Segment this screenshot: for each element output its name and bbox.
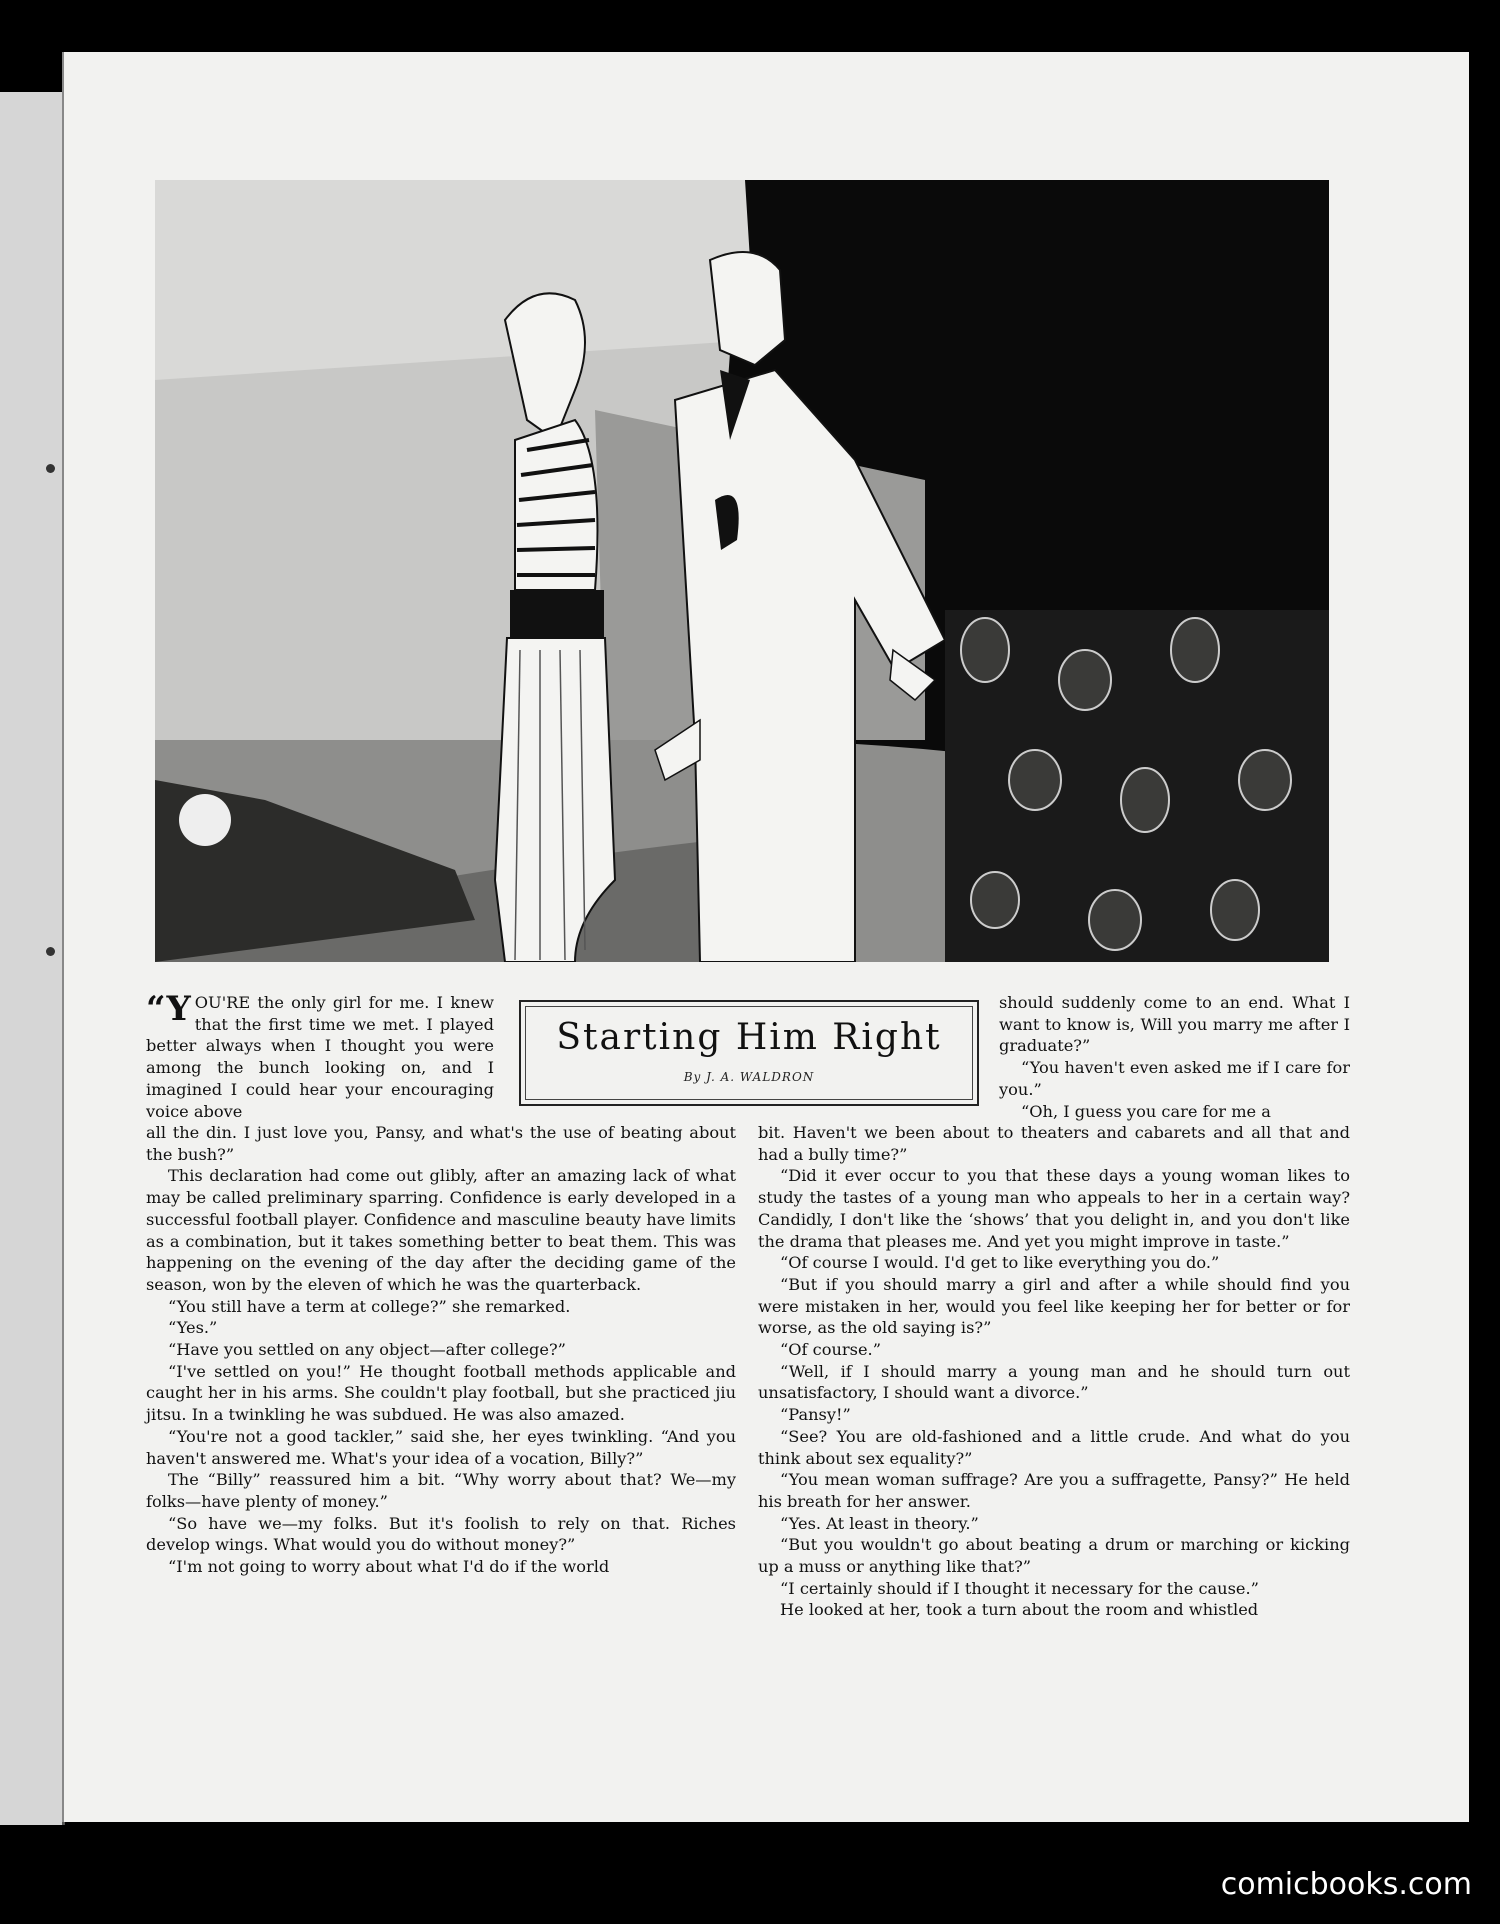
paragraph: “Yes.” <box>168 1318 218 1338</box>
paragraph: “Of course.” <box>780 1340 881 1360</box>
column-top-right <box>999 992 1350 1122</box>
paragraph: The “Billy” reassured him a bit. “Why worry about that? We—my folks—have plenty of money.” <box>146 1470 736 1511</box>
paragraph: “I certainly should if I thought it necessary for the cause.” <box>780 1578 1259 1598</box>
story-illustration <box>155 180 1329 962</box>
paragraph: “Pansy!” <box>780 1405 851 1425</box>
paragraph: “Of course I would. I'd get to like everything you do.” <box>780 1253 1220 1273</box>
paragraph: bit. Haven't we been about to theaters and cabarets and all that and had a bully time?” <box>758 1123 1350 1164</box>
paragraph: should suddenly come to an end. What I want to know is, Will you marry me after I graduate?” <box>999 993 1350 1056</box>
paragraph: “Yes. At least in theory.” <box>780 1513 979 1533</box>
paragraph: “I'm not going to worry about what I'd do if the world <box>168 1557 610 1577</box>
binding-dot <box>46 947 55 956</box>
illustration-drawing <box>155 180 1329 962</box>
left-page-edge <box>0 92 65 1825</box>
paragraph: “But if you should marry a girl and after a while should find you were mistaken in her, would you feel like keeping her for better or for worse, as the old saying is?” <box>758 1274 1350 1338</box>
column-top-left <box>146 989 494 1122</box>
paragraph: “You still have a term at college?” she remarked. <box>168 1296 571 1316</box>
title-box <box>519 1000 979 1106</box>
paragraph: “Have you settled on any object—after college?” <box>168 1340 566 1360</box>
paragraph: This declaration had come out glibly, after an amazing lack of what may be called preliminary sparring. Confidence is early developed in a successful football player. Confidence and masculine beauty have limits as a combination, but it takes something better to beat them. This was happening on the evening of the day after the deciding game of the season, won by the eleven of which he was the quarterback. <box>146 1166 736 1294</box>
article-byline: By J. A. WALDRON <box>683 1070 815 1084</box>
drop-cap: “Y <box>146 989 191 1029</box>
article-title: Starting Him Right <box>556 1017 942 1058</box>
sofa-pattern <box>945 610 1329 962</box>
paragraph: all the din. I just love you, Pansy, and what's the use of beating about the bush?” <box>146 1123 736 1164</box>
paragraph: “So have we—my folks. But it's foolish to rely on that. Riches develop wings. What would you do without money?” <box>146 1513 736 1555</box>
paragraph: “You mean woman suffrage? Are you a suffragette, Pansy?” He held his breath for her answer. <box>758 1470 1350 1511</box>
paragraph: “But you wouldn't go about beating a drum or marching or kicking up a muss or anything like that?” <box>758 1535 1350 1577</box>
column-right <box>758 1122 1350 1621</box>
binding-dot <box>46 464 55 473</box>
paragraph: “See? You are old-fashioned and a little crude. And what do you think about sex equality?” <box>758 1426 1350 1468</box>
opening-paragraph <box>146 989 494 1122</box>
magazine-page <box>62 52 1469 1822</box>
paragraph: “Well, if I should marry a young man and he should turn out unsatisfactory, I should want a divorce.” <box>758 1361 1350 1403</box>
paragraph: “I've settled on you!” He thought football methods applicable and caught her in his arms. She couldn't play football, but she practiced jiu jitsu. In a twinkling he was subdued. He was also amazed. <box>146 1361 736 1425</box>
paragraph: He looked at her, took a turn about the room and whistled <box>780 1600 1259 1620</box>
paragraph-text: OU'RE the only girl for me. I knew that the first time we met. I played better always when I thought you were among the bunch looking on, and I imagined I could hear your encouraging voice above <box>146 993 494 1121</box>
paragraph: “You're not a good tackler,” said she, her eyes twinkling. “And you haven't answered me. What's your idea of a vocation, Billy?” <box>146 1426 736 1468</box>
paragraph: “Did it ever occur to you that these days a young woman likes to study the tastes of a young man who appeals to her in a certain way? Candidly, I don't like the ‘shows’ that you delight in, and you don't like the drama that pleases me. And yet you might improve in taste.” <box>758 1166 1350 1251</box>
title-frame <box>525 1006 973 1100</box>
paragraph: “Oh, I guess you care for me a <box>1021 1101 1271 1121</box>
watermark-text: comicbooks.com <box>1220 1867 1472 1902</box>
paragraph: “You haven't even asked me if I care for you.” <box>999 1058 1350 1099</box>
column-left <box>146 1122 736 1578</box>
